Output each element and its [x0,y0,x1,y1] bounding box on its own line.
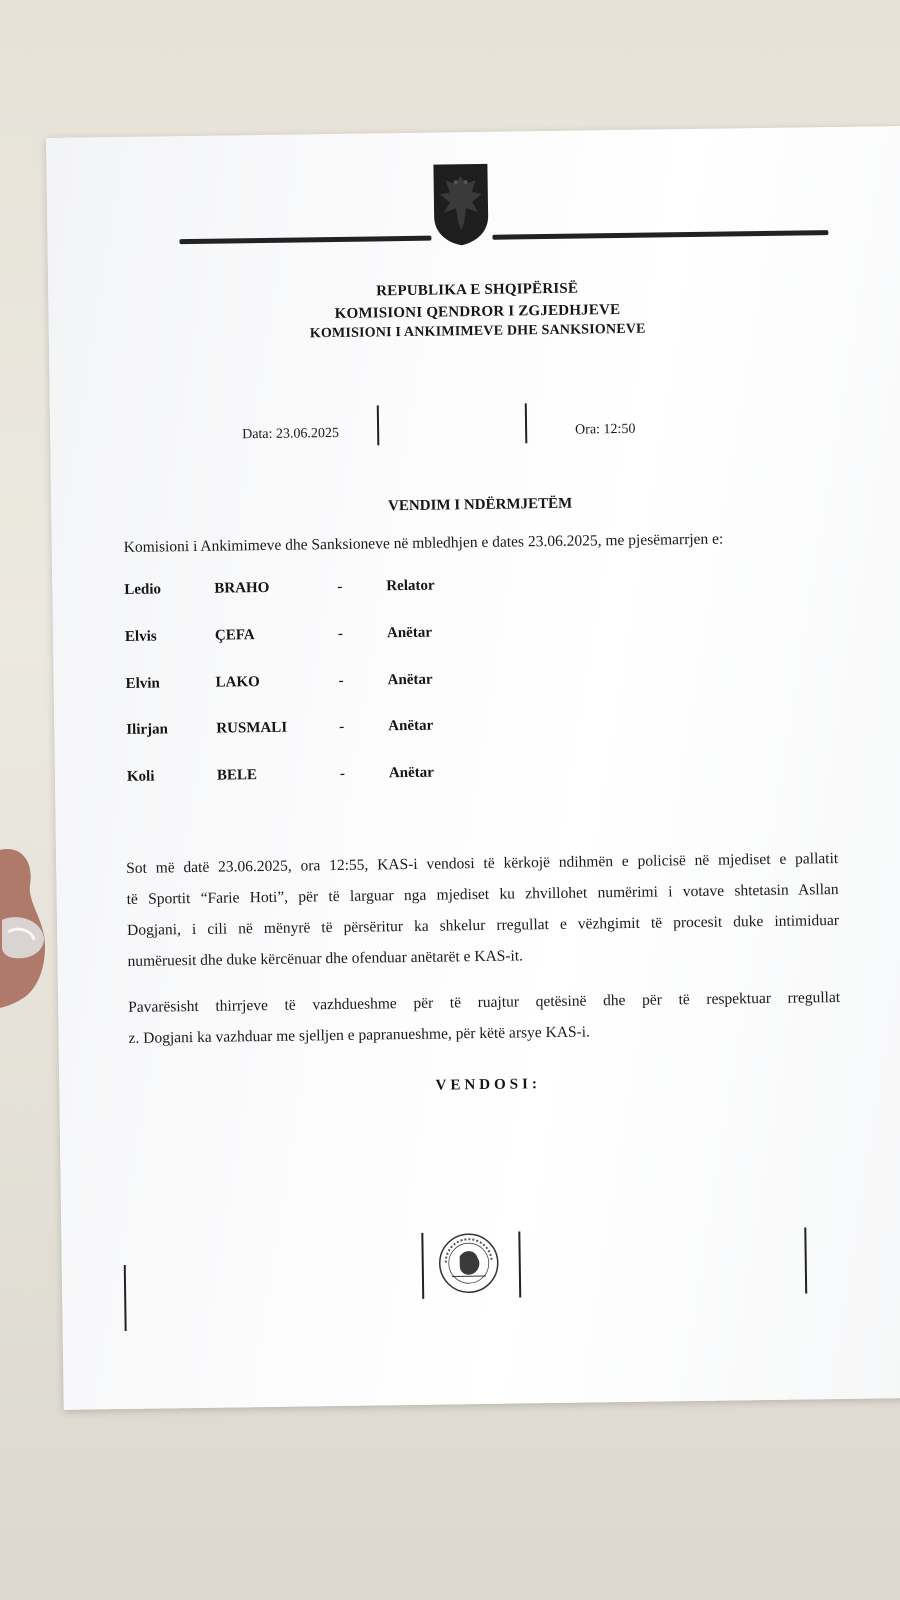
document-title: VENDIM I NDËRMJETËM [387,495,573,515]
paragraph-line: Pavarësisht thirrjeve të vazhdueshme për të ruajtur qetësinë dhe për të respektuar rregullat [128,988,841,1016]
header-rule-left [179,236,431,245]
footer-mark-left [124,1265,127,1331]
member-first-name: Ledio [124,581,162,598]
albanian-eagle-emblem-icon [431,162,490,247]
member-role: Anëtar [388,764,435,782]
member-first-name: Elvis [124,628,157,645]
footer-mark-seal-left [421,1233,424,1299]
decision-heading: VENDOSI: [435,1076,542,1094]
member-role: Anëtar [386,624,433,642]
paragraph-line: Sot më datë 23.06.2025, ora 12:55, KAS-i vendosi të kërkojë ndihmën e policisë në mjediset e pallatit [126,850,839,877]
member-last-name: BELE [216,767,258,784]
intro-text: Komisioni i Ankimimeve dhe Sanksioneve në mbledhjen e dates 23.06.2025, me pjesëmarrjen e: [123,530,724,556]
decision-paragraph-1 [126,843,840,977]
header-commission: KOMISIONI QENDROR I ZGJEDHJEVE [334,301,621,322]
header-appeals-commission: KOMISIONI I ANKIMIMEVE DHE SANKSIONEVE [309,321,646,342]
paragraph-line: Dogjani, i cili në mënyrë të përsëritur ka shkelur rregullat e vëzhgimit të procesit duke intimiduar [126,912,840,939]
decision-paragraph-2 [128,982,841,1054]
member-role: Anëtar [387,671,433,689]
paragraph-line: z. Dogjani ka vazhduar me sjelljen e papranueshme, për këtë arsye KAS-i. [128,1023,591,1047]
member-dash: - [339,718,345,735]
official-seal-stamp-icon [437,1232,500,1295]
footer-mark-right [804,1227,807,1293]
paragraph-line: të Sportit “Farie Hoti”, për të larguar nga mjediset ku zhvillohet numërimi i votave shtetasin Asllan [126,881,839,908]
member-first-name: Elvin [125,675,160,692]
header-republic: REPUBLIKA E SHQIPËRISË [376,280,579,300]
thumb-holding-paper [0,840,48,1010]
footer-mark-seal-right [518,1231,521,1297]
member-last-name: RUSMALI [216,719,288,737]
member-dash: - [337,625,344,642]
document-time: Ora: 12:50 [575,421,636,438]
member-dash: - [338,672,344,689]
header-rule-right [492,230,828,240]
document-date: Data: 23.06.2025 [242,425,340,443]
member-first-name: Koli [126,768,155,785]
member-last-name: LAKO [215,674,260,691]
member-dash: - [337,578,343,595]
member-last-name: BRAHO [214,579,270,597]
member-role: Anëtar [388,717,434,735]
member-dash: - [339,765,346,782]
paragraph-line: numëruesit dhe duke kërcënuar dhe ofenduar anëtarët e KAS-it. [127,947,524,970]
document-page [46,126,900,1410]
date-divider-right [525,403,528,443]
member-last-name: ÇEFA [214,627,255,644]
date-divider-left [377,405,380,445]
member-role: Relator [386,577,435,595]
member-first-name: Ilirjan [126,721,169,738]
